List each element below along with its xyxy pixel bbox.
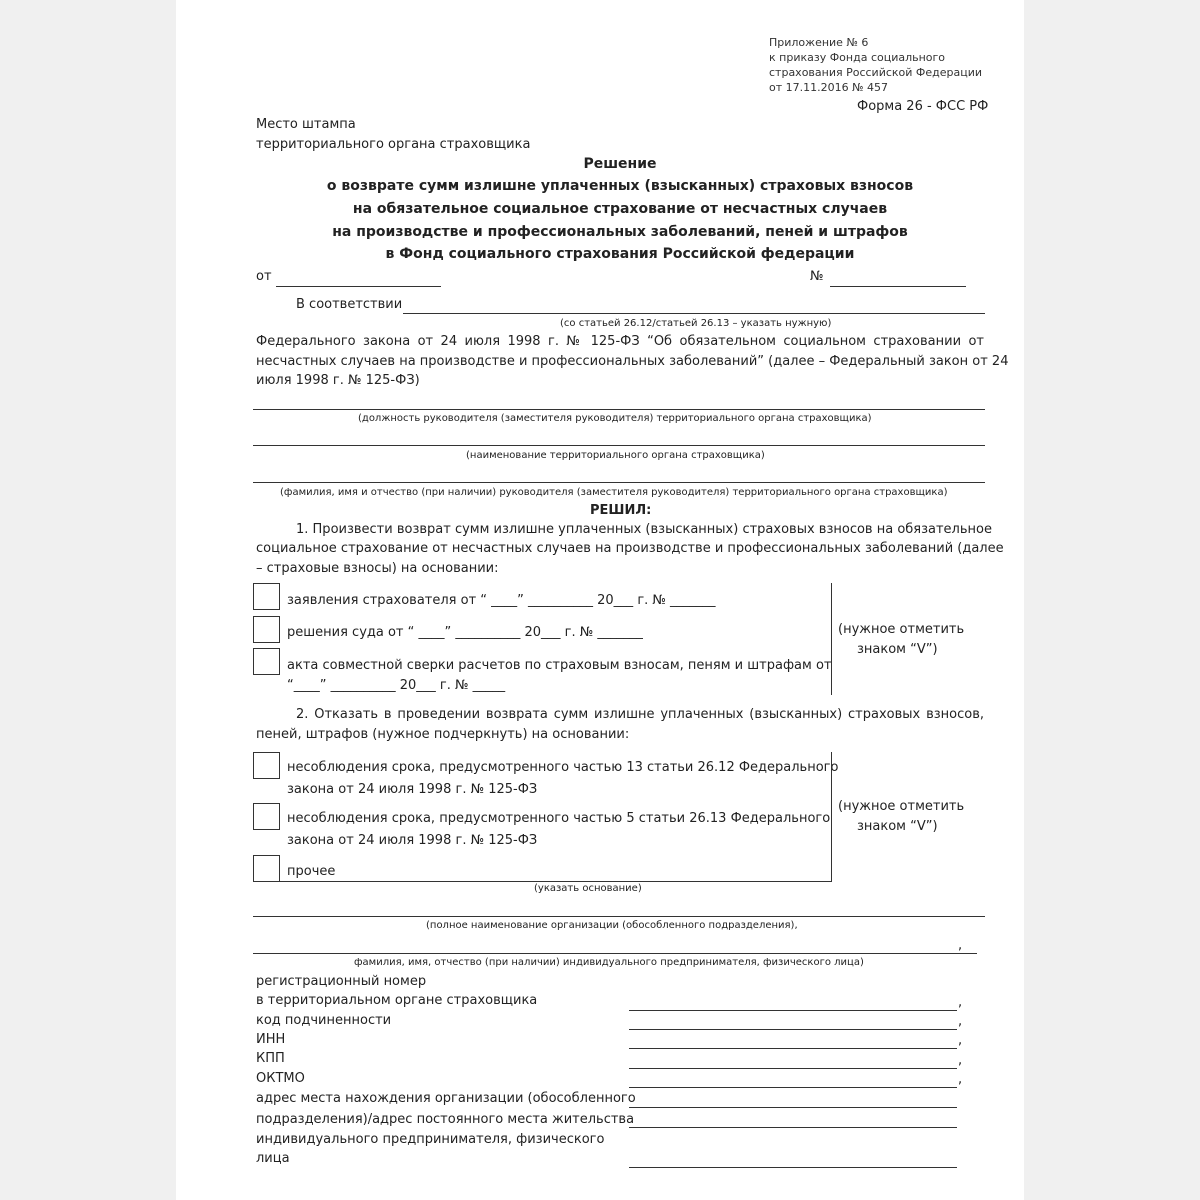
from-label: от: [256, 269, 272, 284]
item1-line-3: – страховые взносы) на основании:: [256, 561, 499, 576]
org-fio-field[interactable]: [253, 953, 977, 954]
org-fio-caption: фамилия, имя, отчество (при наличии) индивидуального предпринимателя, физического лица): [354, 957, 864, 968]
section1-note-line-2: знаком “V”): [857, 642, 938, 657]
title-line-2: о возврате сумм излишне уплаченных (взысканных) страховых взносов: [326, 178, 914, 194]
number-label: №: [810, 269, 824, 284]
inn-label: ИНН: [256, 1032, 286, 1047]
kpp-label: КПП: [256, 1051, 285, 1066]
address-label-line-1: адрес места нахождения организации (обособленного: [256, 1091, 636, 1106]
checkbox-act[interactable]: [253, 648, 280, 675]
item2-line-1: 2. Отказать в проведении возврата сумм излишне уплаченных (взысканных) страховых взносов,: [296, 707, 984, 722]
date-field[interactable]: [276, 286, 441, 287]
appendix-line-4: от 17.11.2016 № 457: [769, 81, 889, 94]
refusal-opt2-line-2: закона от 24 июля 1998 г. № 125-ФЗ: [287, 833, 538, 848]
checkbox-application[interactable]: [253, 583, 280, 610]
reg-comma: ,: [958, 995, 963, 1010]
appendix-line-2: к приказу Фонда социального: [769, 51, 946, 64]
title-line-3: на обязательное социальное страхование от несчастных случаев: [352, 201, 888, 217]
checkbox-court[interactable]: [253, 616, 280, 643]
article-field[interactable]: [403, 313, 985, 314]
stamp-line-2: территориального органа страховщика: [256, 137, 531, 152]
address-field-1[interactable]: [629, 1107, 957, 1108]
oktmo-label: ОКТМО: [256, 1071, 305, 1086]
title-line-4: на производстве и профессиональных заболеваний, пеней и штрафов: [332, 224, 908, 240]
section2-divider: [831, 752, 832, 882]
reg-number-field[interactable]: [629, 1010, 957, 1011]
stamp-line-1: Место штампа: [256, 117, 356, 132]
other-reason-hint: (указать основание): [534, 883, 642, 894]
decided-heading: РЕШИЛ:: [590, 503, 652, 518]
section2-note-line-2: знаком “V”): [857, 819, 938, 834]
checkbox-deadline-2612[interactable]: [253, 752, 280, 779]
address-label-line-3: индивидуального предпринимателя, физического: [256, 1132, 605, 1147]
checkbox-deadline-2613[interactable]: [253, 803, 280, 830]
section2-note-line-1: (нужное отметить: [838, 799, 965, 814]
option-act-line-2: “____” __________ 20___ г. № _____: [287, 678, 506, 693]
checkbox-other[interactable]: [253, 855, 280, 882]
refusal-opt1-line-1: несоблюдения срока, предусмотренного частью 13 статьи 26.12 Федерального: [287, 760, 839, 775]
kpp-comma: ,: [958, 1053, 963, 1068]
other-reason-field[interactable]: [253, 881, 832, 882]
law-line-3: июля 1998 г. № 125-ФЗ): [256, 373, 420, 388]
title-line-5: в Фонд социального страхования Российской федерации: [385, 246, 855, 262]
reg-label-line-2: в территориальном органе страховщика: [256, 993, 538, 1008]
code-field[interactable]: [629, 1029, 957, 1030]
code-label: код подчиненности: [256, 1013, 392, 1028]
item1-line-2: социальное страхование от несчастных случаев на производстве и профессиональных заболеваний (далее: [256, 541, 1004, 556]
title-line-1: Решение: [583, 156, 657, 172]
article-hint: (со статьей 26.12/статьей 26.13 – указать нужную): [560, 318, 832, 329]
code-comma: ,: [958, 1014, 963, 1029]
form-name: Форма 26 - ФСС РФ: [857, 99, 989, 114]
refusal-other: прочее: [287, 864, 336, 879]
address-label-line-4: лица: [256, 1151, 290, 1166]
org-name-field[interactable]: [253, 916, 985, 917]
refusal-opt2-line-1: несоблюдения срока, предусмотренного частью 5 статьи 26.13 Федерального: [287, 811, 831, 826]
address-label-line-2: подразделения)/адрес постоянного места жительства: [256, 1112, 635, 1127]
address-field-3[interactable]: [629, 1167, 957, 1168]
position-caption: (должность руководителя (заместителя руководителя) территориального органа страховщика): [358, 413, 872, 424]
appendix-line-3: страхования Российской Федерации: [769, 66, 983, 79]
fio-caption: (фамилия, имя и отчество (при наличии) руководителя (заместителя руководителя) территориального органа страховщика): [280, 487, 948, 498]
org-name-caption: (полное наименование организации (обособленного подразделения),: [426, 920, 798, 931]
option-court: решения суда от “ ____” __________ 20___ г. № _______: [287, 625, 643, 640]
fio-field[interactable]: [253, 482, 985, 483]
refusal-opt1-line-2: закона от 24 июля 1998 г. № 125-ФЗ: [287, 782, 538, 797]
oktmo-field[interactable]: [629, 1087, 957, 1088]
section1-divider: [831, 583, 832, 695]
inn-field[interactable]: [629, 1048, 957, 1049]
accordance-label: В соответствии: [296, 297, 403, 312]
item1-line-1: 1. Произвести возврат сумм излишне уплаченных (взысканных) страховых взносов на обязательное: [296, 522, 992, 537]
law-line-1: Федерального закона от 24 июля 1998 г. № 125-ФЗ “Об обязательном социальном страховании от: [256, 334, 984, 349]
number-field[interactable]: [830, 286, 966, 287]
organ-caption: (наименование территориального органа страховщика): [466, 450, 765, 461]
kpp-field[interactable]: [629, 1068, 957, 1069]
oktmo-comma: ,: [958, 1072, 963, 1087]
reg-label-line-1: регистрационный номер: [256, 974, 427, 989]
option-application: заявления страхователя от “ ____” __________ 20___ г. № _______: [287, 593, 716, 608]
org-fio-comma: ,: [958, 938, 963, 953]
section1-note-line-1: (нужное отметить: [838, 622, 965, 637]
item2-line-2: пеней, штрафов (нужное подчеркнуть) на основании:: [256, 727, 630, 742]
appendix-line-1: Приложение № 6: [769, 36, 869, 49]
inn-comma: ,: [958, 1033, 963, 1048]
option-act-line-1: акта совместной сверки расчетов по страховым взносам, пеням и штрафам от: [287, 658, 832, 673]
position-field[interactable]: [253, 409, 985, 410]
organ-field[interactable]: [253, 445, 985, 446]
law-line-2: несчастных случаев на производстве и профессиональных заболеваний” (далее – Федеральный закон от 24: [256, 354, 1009, 369]
address-field-2[interactable]: [629, 1127, 957, 1128]
